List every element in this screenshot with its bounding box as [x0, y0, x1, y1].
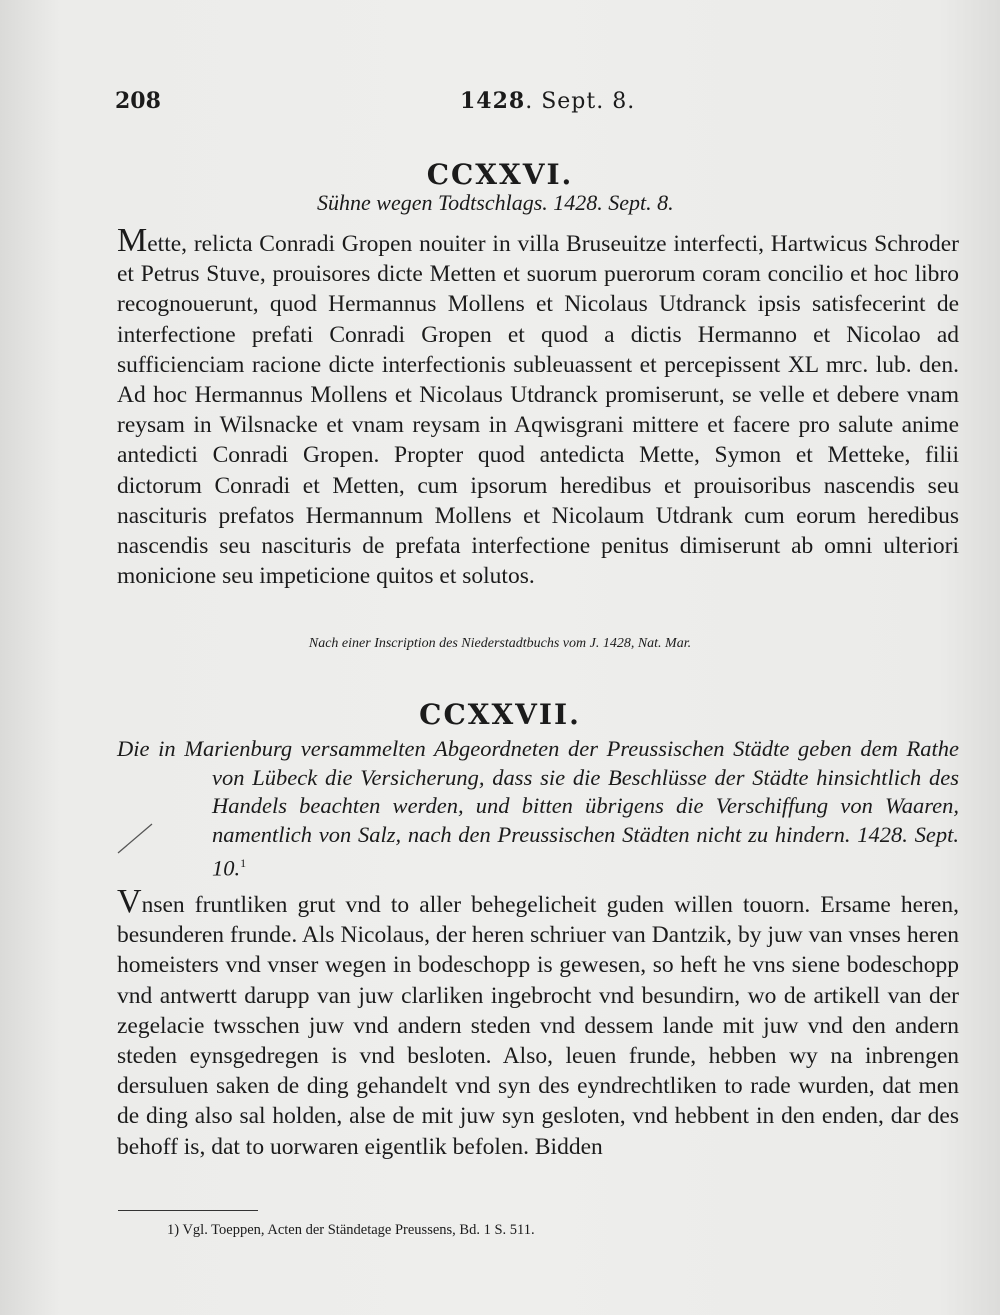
- footnote-ref: 1: [240, 856, 247, 871]
- doc-summary-227-text: Die in Marienburg versammelten Abgeordneten der Preussischen Städte geben dem Rathe von Lübeck die Versicherung, dass sie die Beschlüsse der Städte hinsichtlich des Handels beachten werden, und bitten übrigens die Verschiffung von Waaren, namentlich von Salz, nach den Preussischen Städten nicht zu hindern. 1428. Sept. 10.: [117, 736, 959, 881]
- doc-title-226: Sühne wegen Todtschlags. 1428. Sept. 8.: [317, 190, 674, 215]
- doc-number-226: CCXXVI.: [426, 158, 574, 191]
- doc-text-227-body: nsen fruntliken grut vnd to aller behegelicheit guden willen touorn. Ersame heren, besunderen frunde. Als Nicolaus, der heren schriuer van Dantzik, by juw van vnses heren homeisters vnd vnser wegen in bodeschopp is gewesen, so heft he vns siene bodeschopp vnd antwertt darupp van juw clarliken ingebrocht vnd besundirn, wo de artikell van der zegelacie twsschen juw vnd andern steden vnd dessem lande mit juw vnd den andern steden eynsgedregen is vnd besloten. Also, leuen frunde, hebben wy na inbrengen dersuluen saken de ding gehandelt vnd syn des eyndrechtliken to rade wurden, dat men de ding also sal holden, alse de mit juw syn gesloten, vnd hebbent in den enden, dar des behoff is, dat to uorwaren eigentlik befolen. Bidden: [117, 892, 959, 1160]
- doc-summary-227: [117, 735, 959, 883]
- footnote: 1) Vgl. Toeppen, Acten der Ständetage Preussens, Bd. 1 S. 511.: [167, 1222, 535, 1238]
- running-head: [115, 88, 955, 124]
- doc-text-227: [117, 883, 959, 1162]
- page-number: 208: [115, 88, 161, 114]
- running-head-year: 1428: [460, 88, 526, 114]
- running-head-day: . Sept. 8.: [525, 89, 636, 114]
- dropcap-227: V: [117, 883, 142, 920]
- source-note-226: Nach einer Inscription des Niederstadtbuchs vom J. 1428, Nat. Mar.: [308, 636, 692, 651]
- dropcap-226: M: [117, 222, 148, 259]
- footnote-rule: [118, 1210, 258, 1211]
- doc-text-226: [117, 222, 959, 591]
- running-head-date: [460, 88, 635, 114]
- doc-text-226-body: ette, relicta Conradi Gropen nouiter in villa Bruseuitze interfecti, Hartwicus Schroder et Petrus Stuve, prouisores dicte Metten et suorum puerorum coram concilio et hoc libro recognouerunt, quod Hermannus Mollens et Nicolaus Utdranck ipsis satisfecerint de interfectione prefati Conradi Gropen et quod a dictis Hermanno et Nicolao ad sufficienciam racione dicte interfectionis subleuassent et percepissent XL mrc. lub. den. Ad hoc Hermannus Mollens et Nicolaus Utdranck promiserunt, se velle et debere vnam reysam in Wilsnacke et vnam reysam in Aqwisgrani mittere et facere pro salute anime antedicti Conradi Gropen. Propter quod antedicta Mette, Symon et Metteke, filii dictorum Conradi et Metten, cum ipsorum heredibus et prouisoribus nascendis seu nascituris prefatos Hermannum Mollens et Nicolaum Utdrank cum eorum heredibus nascendis seu nascituris de prefata interfectione penitus dimiserunt ab omni ulteriori monicione seu impeticione quitos et solutos.: [117, 231, 959, 590]
- doc-number-227: CCXXVII.: [419, 698, 581, 731]
